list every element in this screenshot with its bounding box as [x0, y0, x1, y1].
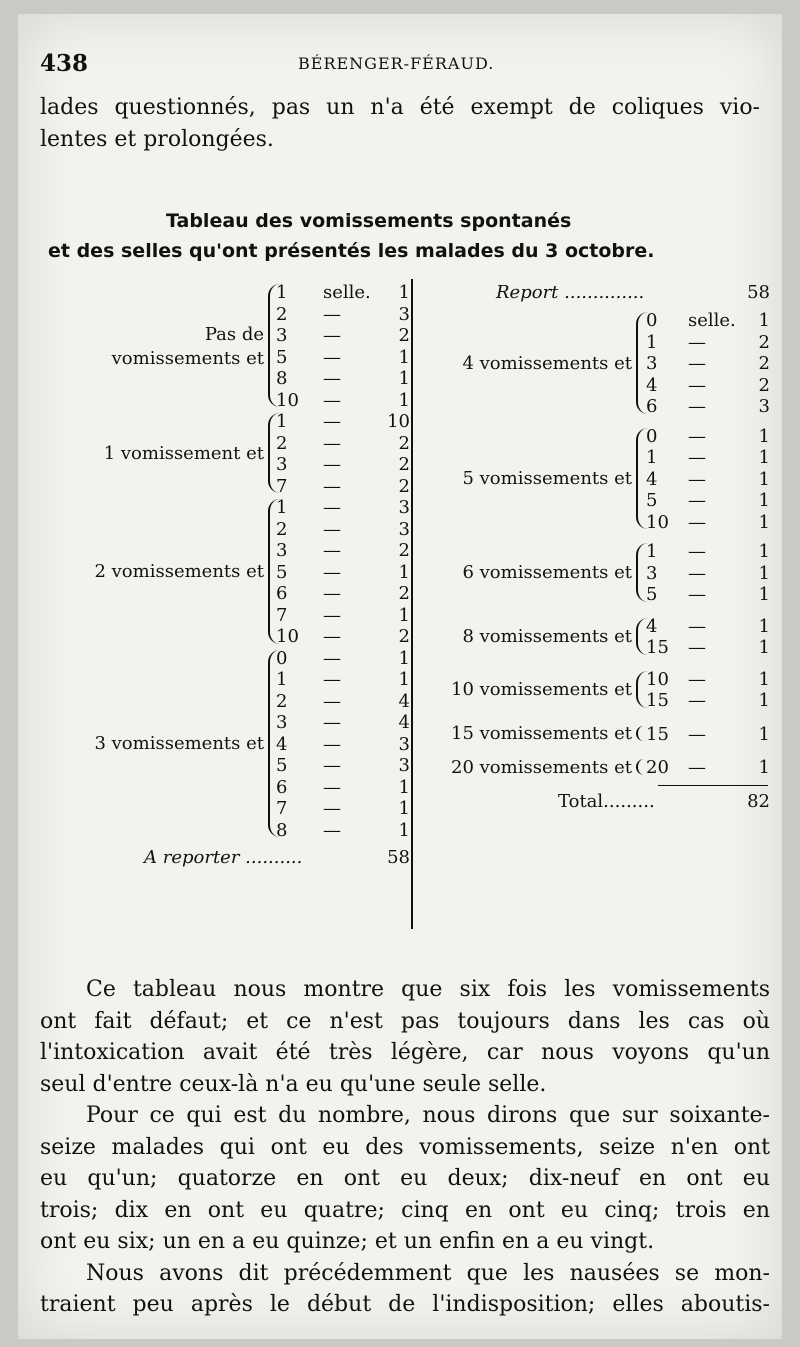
row-count: 2 [276, 432, 288, 454]
book-page [18, 14, 782, 1339]
body-p3-line-2: traient peu après le début de l'indisposition; elles aboutis- [40, 1292, 770, 1317]
group-label: 6 vomissements et [462, 562, 632, 584]
row-count: 10 [276, 389, 299, 411]
row-unit: — [688, 511, 706, 533]
row-value: 3 [758, 396, 770, 417]
body-p1-line-2: ont fait défaut; et ce n'est pas toujours dans les cas où [40, 1008, 770, 1034]
row-count: 2 [276, 518, 288, 540]
row-count: 1 [646, 541, 658, 562]
row-value: 1 [398, 647, 410, 669]
row-value: 2 [758, 331, 770, 353]
row-count: 7 [276, 604, 288, 626]
row-value: 1 [758, 541, 770, 562]
row-count: 5 [276, 755, 288, 776]
row-unit: — [323, 432, 341, 454]
row-value: 3 [398, 755, 410, 776]
row-unit: — [688, 331, 706, 353]
row-value: 2 [398, 626, 410, 647]
row-value: 2 [398, 540, 410, 561]
row-value: 1 [398, 669, 410, 690]
row-value: 3 [398, 518, 410, 540]
body-p2-line-1: Pour ce qui est du nombre, nous dirons que sur soixante- [86, 1103, 770, 1128]
row-unit: — [688, 353, 706, 374]
row-unit: selle. [688, 310, 736, 331]
row-count: 4 [646, 468, 658, 490]
row-unit: — [688, 396, 706, 417]
row-unit: — [688, 490, 706, 511]
group-label: 8 vomissements et [462, 626, 632, 647]
row-count: 2 [276, 690, 288, 712]
row-count: 3 [646, 562, 658, 584]
row-count: 6 [646, 396, 658, 417]
body-p1-line-4: seul d'entre ceux-là n'a eu qu'une seule selle. [40, 1071, 547, 1097]
row-unit: — [323, 325, 341, 346]
row-unit: — [688, 757, 706, 778]
row-count: 1 [276, 669, 288, 690]
row-count: 10 [646, 511, 669, 533]
row-count: 5 [646, 584, 658, 605]
row-count: 2 [276, 303, 288, 325]
row-value: 1 [398, 561, 410, 583]
row-unit: — [323, 669, 341, 690]
row-count: 10 [276, 626, 299, 647]
row-unit: — [323, 368, 341, 389]
row-unit: — [688, 541, 706, 562]
row-value: 2 [398, 454, 410, 475]
row-value: 1 [758, 425, 770, 447]
row-unit: — [323, 712, 341, 733]
row-value: 1 [758, 615, 770, 637]
row-count: 8 [276, 368, 288, 389]
row-count: 15 [646, 637, 669, 658]
row-unit: — [323, 755, 341, 776]
row-unit: — [323, 389, 341, 411]
row-unit: — [323, 776, 341, 798]
row-count: 4 [276, 733, 288, 755]
row-value: 1 [758, 447, 770, 468]
row-count: 1 [646, 331, 658, 353]
body-p2-line-4: trois; dix en ont eu quatre; cinq en ont eu cinq; trois en [40, 1197, 770, 1223]
report-label: Report .............. [496, 282, 645, 303]
row-value: 2 [398, 475, 410, 497]
group-label: 15 vomissements et [451, 723, 632, 745]
row-count: 7 [276, 475, 288, 497]
row-value: 3 [398, 733, 410, 755]
row-count: 3 [276, 712, 288, 733]
row-count: 4 [646, 374, 658, 396]
row-value: 3 [398, 497, 410, 518]
row-value: 1 [758, 490, 770, 511]
row-unit: — [688, 723, 706, 745]
row-value: 1 [398, 776, 410, 798]
intro-line-1: lades questionnés, pas un n'a été exempt de coliques vio- [40, 95, 760, 120]
row-unit: — [688, 425, 706, 447]
row-value: 1 [758, 468, 770, 490]
group-label: Pas de vomissements et [111, 323, 264, 369]
a-reporter-label: A reporter .......... [144, 847, 303, 868]
row-value: 1 [758, 511, 770, 533]
row-unit: — [323, 819, 341, 841]
row-count: 6 [276, 583, 288, 604]
row-unit: selle. [323, 282, 371, 303]
total-rule [658, 785, 768, 786]
row-unit: — [323, 561, 341, 583]
row-unit: — [688, 447, 706, 468]
report-value: 58 [747, 282, 770, 303]
row-value: 1 [398, 282, 410, 303]
row-unit: — [323, 798, 341, 819]
row-unit: — [323, 346, 341, 368]
total-value: 82 [747, 790, 770, 812]
row-value: 1 [758, 757, 770, 778]
body-p1-line-1: Ce tableau nous montre que six fois les vomissements [86, 977, 770, 1002]
group-label: 20 vomissements et [451, 756, 632, 778]
row-count: 5 [646, 490, 658, 511]
table-title-line-2: et des selles qu'ont présentés les malades du 3 octobre. [48, 240, 655, 262]
row-count: 0 [276, 647, 288, 669]
row-unit: — [323, 540, 341, 561]
row-unit: — [323, 583, 341, 604]
body-p1-line-3: l'intoxication avait été très légère, car nous voyons qu'un [40, 1040, 770, 1065]
row-count: 0 [646, 425, 658, 447]
row-count: 5 [276, 561, 288, 583]
row-unit: — [323, 454, 341, 475]
row-unit: — [323, 411, 341, 432]
group-label: 2 vomissements et [94, 561, 264, 583]
row-unit: — [688, 690, 706, 711]
row-value: 2 [398, 432, 410, 454]
page-number: 438 [40, 50, 89, 77]
row-value: 10 [387, 411, 410, 432]
row-count: 3 [276, 454, 288, 475]
row-unit: — [323, 497, 341, 518]
row-unit: — [688, 668, 706, 690]
row-count: 3 [646, 353, 658, 374]
row-value: 1 [758, 562, 770, 584]
a-reporter-value: 58 [387, 847, 410, 868]
group-label: 1 vomissement et [103, 443, 264, 464]
row-value: 2 [398, 325, 410, 346]
table-column-divider [411, 279, 413, 929]
table-title-line-1: Tableau des vomissements spontanés [166, 210, 572, 232]
row-unit: — [323, 690, 341, 712]
row-unit: — [688, 637, 706, 658]
row-count: 7 [276, 798, 288, 819]
row-unit: — [323, 647, 341, 669]
row-value: 1 [398, 368, 410, 389]
row-count: 10 [646, 668, 669, 690]
group-label: 5 vomissements et [462, 468, 632, 490]
row-count: 3 [276, 325, 288, 346]
row-count: 5 [276, 346, 288, 368]
row-unit: — [688, 584, 706, 605]
row-count: 0 [646, 310, 658, 331]
row-count: 20 [646, 757, 669, 778]
row-value: 1 [398, 389, 410, 411]
row-unit: — [688, 374, 706, 396]
row-count: 15 [646, 690, 669, 711]
row-value: 1 [398, 819, 410, 841]
group-label: 3 vomissements et [94, 733, 264, 755]
row-unit: — [688, 615, 706, 637]
row-value: 2 [398, 583, 410, 604]
row-value: 1 [758, 668, 770, 690]
row-count: 1 [646, 447, 658, 468]
row-count: 1 [276, 497, 288, 518]
body-p2-line-2: seize malades qui ont eu des vomissements, seize n'en ont [40, 1134, 770, 1160]
row-value: 1 [398, 604, 410, 626]
row-value: 1 [398, 798, 410, 819]
row-count: 3 [276, 540, 288, 561]
row-value: 1 [758, 723, 770, 745]
row-unit: — [688, 468, 706, 490]
intro-line-2: lentes et prolongées. [40, 126, 274, 152]
row-count: 8 [276, 819, 288, 841]
group-label: 4 vomissements et [462, 352, 632, 374]
row-unit: — [323, 518, 341, 540]
row-value: 1 [758, 310, 770, 331]
body-p2-line-5: ont eu six; un en a eu quinze; et un enfin en a eu vingt. [40, 1229, 655, 1254]
row-count: 1 [276, 411, 288, 432]
intro-text [40, 92, 760, 155]
row-unit: — [323, 626, 341, 647]
body-text [40, 974, 770, 1321]
row-value: 3 [398, 303, 410, 325]
row-value: 1 [758, 690, 770, 711]
body-p3-line-1: Nous avons dit précédemment que les nausées se mon- [86, 1260, 770, 1286]
group-label: 10 vomissements et [451, 679, 632, 700]
row-unit: — [688, 562, 706, 584]
total-label: Total......... [558, 790, 655, 812]
row-count: 4 [646, 615, 658, 637]
row-unit: — [323, 303, 341, 325]
row-count: 15 [646, 723, 669, 745]
row-unit: — [323, 733, 341, 755]
row-value: 4 [398, 690, 410, 712]
row-value: 4 [398, 712, 410, 733]
body-p2-line-3: eu qu'un; quatorze en ont eu deux; dix-neuf en ont eu [40, 1166, 770, 1191]
row-unit: — [323, 475, 341, 497]
row-unit: — [323, 604, 341, 626]
row-count: 1 [276, 282, 288, 303]
running-title: BÉRENGER-FÉRAUD. [298, 54, 495, 73]
row-value: 2 [758, 353, 770, 374]
row-value: 1 [758, 584, 770, 605]
row-value: 1 [398, 346, 410, 368]
row-count: 6 [276, 776, 288, 798]
row-value: 1 [758, 637, 770, 658]
row-value: 2 [758, 374, 770, 396]
